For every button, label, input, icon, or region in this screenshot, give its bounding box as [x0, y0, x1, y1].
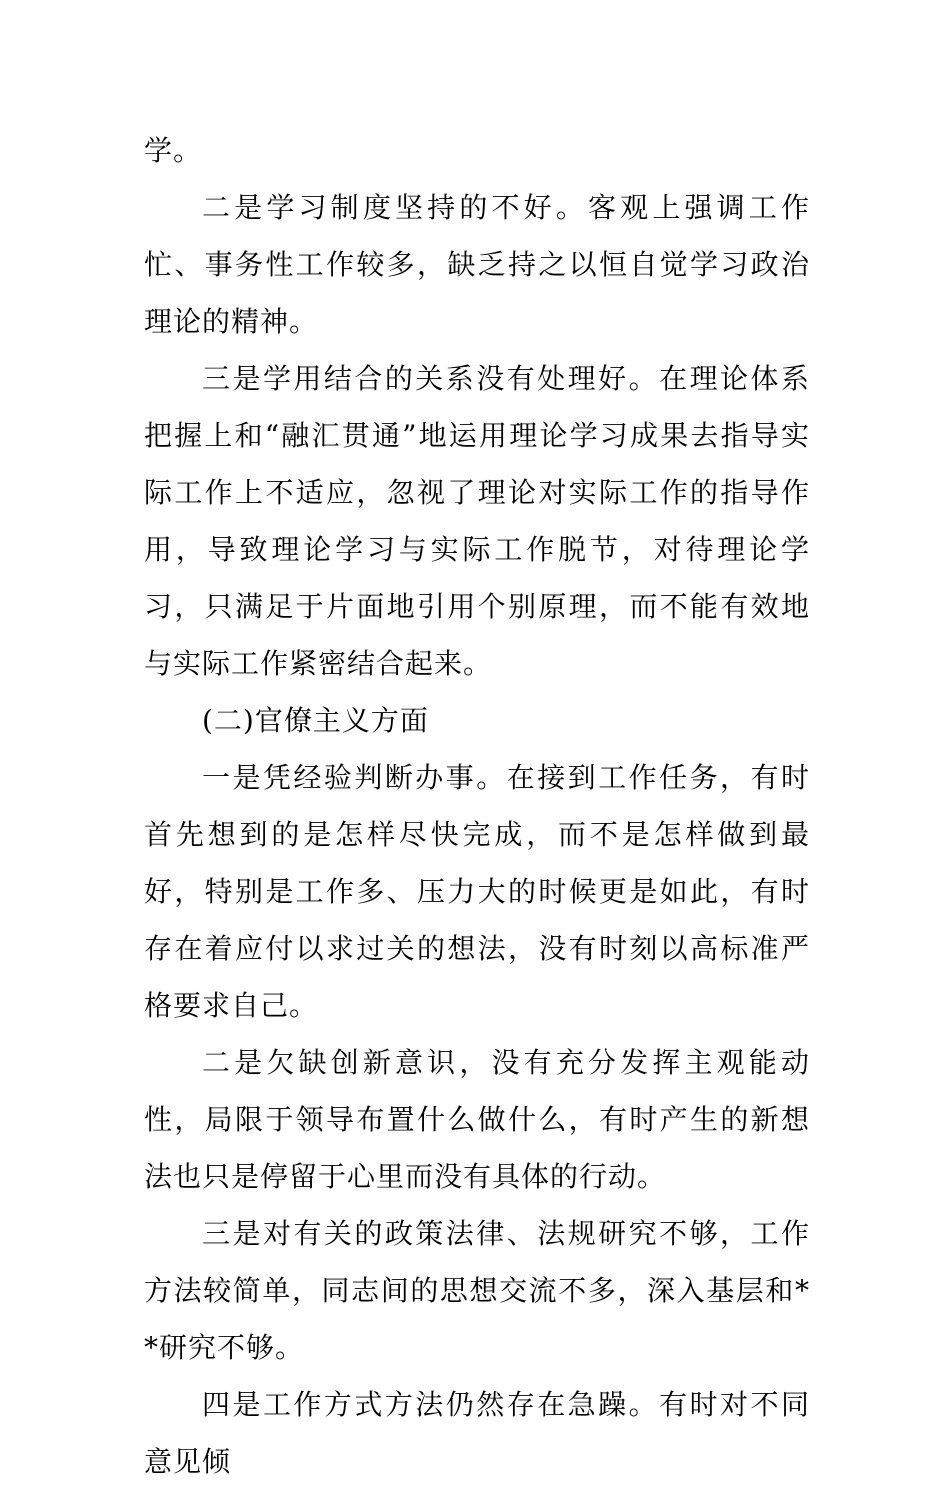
- paragraph-study-system: 二是学习制度坚持的不好。客观上强调工作忙、事务性工作较多，缺乏持之以恒自觉学习政治理论的精神。: [144, 191, 810, 338]
- paragraph-policy-research: 三是对有关的政策法律、法规研究不够，工作方法较简单，同志间的思想交流不多，深入基层和**研究不够。: [144, 1217, 810, 1364]
- paragraph-study-application: 三是学用结合的关系没有处理好。在理论体系把握上和“融汇贯通”地运用理论学习成果去指导实际工作上不适应，忽视了理论对实际工作的指导作用，导致理论学习与实际工作脱节，对待理论学习，只满足于片面地引用个别原理，而不能有效地与实际工作紧密结合起来。: [144, 362, 810, 680]
- section-heading-bureaucratism: (二)官僚主义方面: [202, 704, 429, 737]
- paragraph-innovation: 二是欠缺创新意识，没有充分发挥主观能动性，局限于领导布置什么做什么，有时产生的新想法也只是停留于心里而没有具体的行动。: [144, 1046, 810, 1193]
- paragraph-experience-judgment: 一是凭经验判断办事。在接到工作任务，有时首先想到的是怎样尽快完成，而不是怎样做到最好，特别是工作多、压力大的时候更是如此，有时存在着应付以求过关的想法，没有时刻以高标准严格要求自己。: [144, 761, 810, 1022]
- paragraph-work-methods: 四是工作方式方法仍然存在急躁。有时对不同意见倾: [144, 1388, 810, 1478]
- paragraph-continuation: 学。: [144, 134, 203, 167]
- document-body: [144, 122, 810, 1490]
